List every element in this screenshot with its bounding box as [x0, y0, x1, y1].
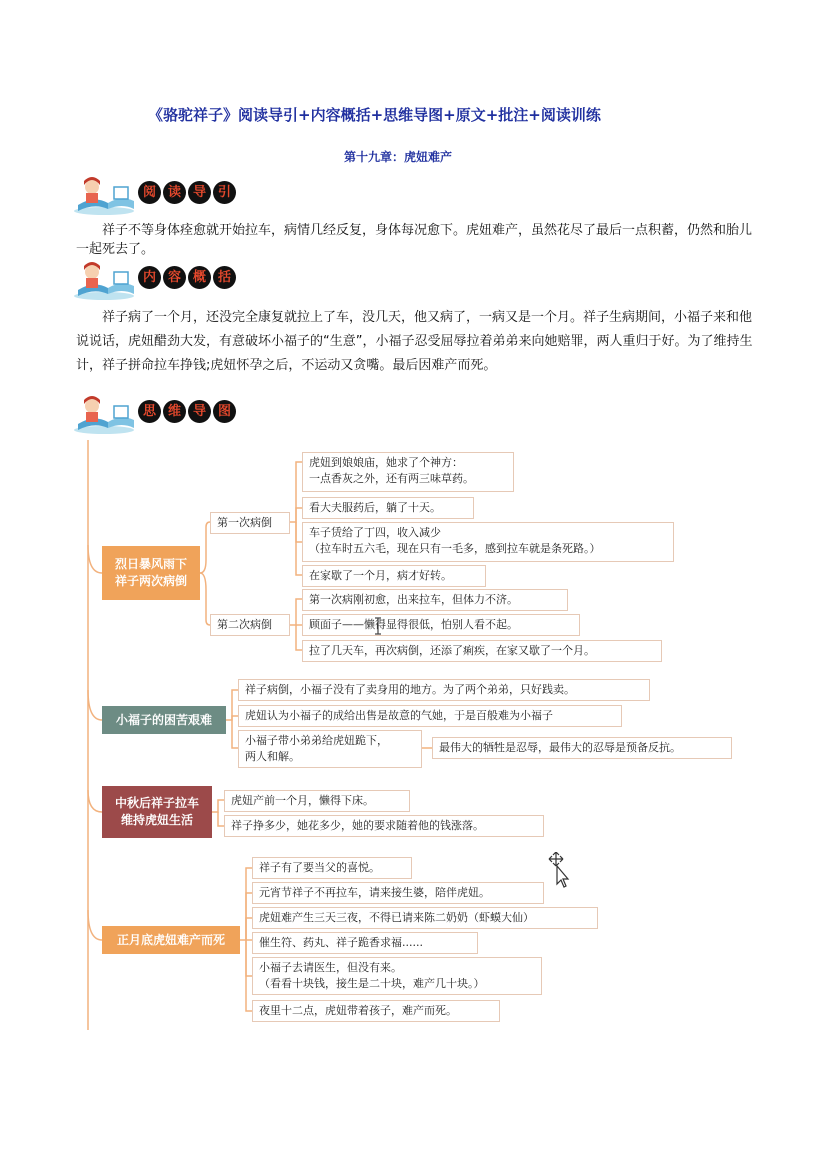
- mind-node: 拉了几天车，再次病倒，还添了痢疾，在家又歇了一个月。: [302, 640, 662, 662]
- summary-paragraph: 祥子病了一个月，还没完全康复就拉上了车，没几天，他又病了，一病又是一个月。祥子生病期间，小福子来和他说说话，虎妞醋劲大发，有意破坏小福子的“生意”，小福子忍受屈辱拉着弟弟来向她赔罪，两人重归于好。为了维持生计，祥子拼命拉车挣钱;虎妞怀孕之后，不运动又贪嘴。最后因难产而死。: [76, 310, 753, 373]
- guide-paragraph: 祥子不等身体痊愈就开始拉车，病情几经反复，身体每况愈下。虎妞难产，虽然花尽了最后一点积蓄，仍然和胎儿一起死去了。: [76, 223, 753, 257]
- mind-node: 虎妞难产生三天三夜，不得已请来陈二奶奶（虾蟆大仙）: [252, 907, 598, 929]
- mind-node: 虎妞到娘娘庙，她求了个神方： 一点香灰之外，还有两三味草药。: [302, 452, 514, 492]
- mind-node: 小福子去请医生，但没有来。 （看看十块钱，接生是二十块，难产几十块。）: [252, 957, 542, 995]
- document-title: 《骆驼祥子》阅读导引+内容概括+思维导图+原文+批注+阅读训练: [148, 106, 601, 124]
- section-char: 导: [188, 181, 211, 204]
- chapter-title: 第十九章：虎妞难产: [344, 150, 453, 164]
- mind-node: 顾面子——懒得显得很低，怕别人看不起。: [302, 614, 580, 636]
- mind-node: 催生符、药丸、祥子跪香求福......: [252, 932, 478, 954]
- sub-first-illness: 第一次病倒: [210, 512, 290, 534]
- section-char: 内: [138, 266, 161, 289]
- topic-mid-autumn: 中秋后祥子拉车 维持虎妞生活: [102, 786, 212, 838]
- mind-node: 夜里十二点，虎妞带着孩子，难产而死。: [252, 1000, 500, 1022]
- mind-node: 祥子有了要当父的喜悦。: [252, 857, 412, 879]
- mind-node: 第一次病刚初愈，出来拉车，但体力不济。: [302, 589, 568, 611]
- section-char: 引: [213, 181, 236, 204]
- mind-node: 车子赁给了丁四，收入减少 （拉车时五六毛，现在只有一毛多，感到拉车就是条死路。）: [302, 522, 674, 562]
- section-char: 图: [213, 400, 236, 423]
- mind-node: 虎妞产前一个月，懒得下床。: [224, 790, 410, 812]
- text-cursor-icon: [372, 617, 384, 635]
- section-char: 读: [163, 181, 186, 204]
- section-char: 思: [138, 400, 161, 423]
- section-char: 阅: [138, 181, 161, 204]
- mind-node: 在家歇了一个月，病才好转。: [302, 565, 486, 587]
- sub-second-illness: 第二次病倒: [210, 614, 290, 636]
- section-char: 概: [188, 266, 211, 289]
- mind-node: 虎妞认为小福子的成给出售是故意的气她，于是百般难为小福子: [238, 705, 622, 727]
- move-cursor-icon: [548, 852, 570, 888]
- mind-node: 小福子带小弟弟给虎妞跪下， 两人和解。: [238, 730, 422, 768]
- section-char: 括: [213, 266, 236, 289]
- topic-illness: 烈日暴风雨下 祥子两次病倒: [102, 546, 200, 600]
- topic-huniu-death: 正月底虎妞难产而死: [102, 926, 240, 954]
- mind-node: 元宵节祥子不再拉车，请来接生婆，陪伴虎妞。: [252, 882, 544, 904]
- topic-xiaofuzi: 小福子的困苦艰难: [102, 706, 226, 734]
- mind-node: 看大夫服药后，躺了十天。: [302, 497, 474, 519]
- mind-node: 祥子挣多少，她花多少，她的要求随着他的钱涨落。: [224, 815, 544, 837]
- mind-node: 祥子病倒，小福子没有了卖身用的地方。为了两个弟弟，只好践卖。: [238, 679, 650, 701]
- mind-node: 最伟大的牺牲是忍辱，最伟大的忍辱是预备反抗。: [432, 737, 732, 759]
- section-char: 维: [163, 400, 186, 423]
- section-char: 导: [188, 400, 211, 423]
- section-char: 容: [163, 266, 186, 289]
